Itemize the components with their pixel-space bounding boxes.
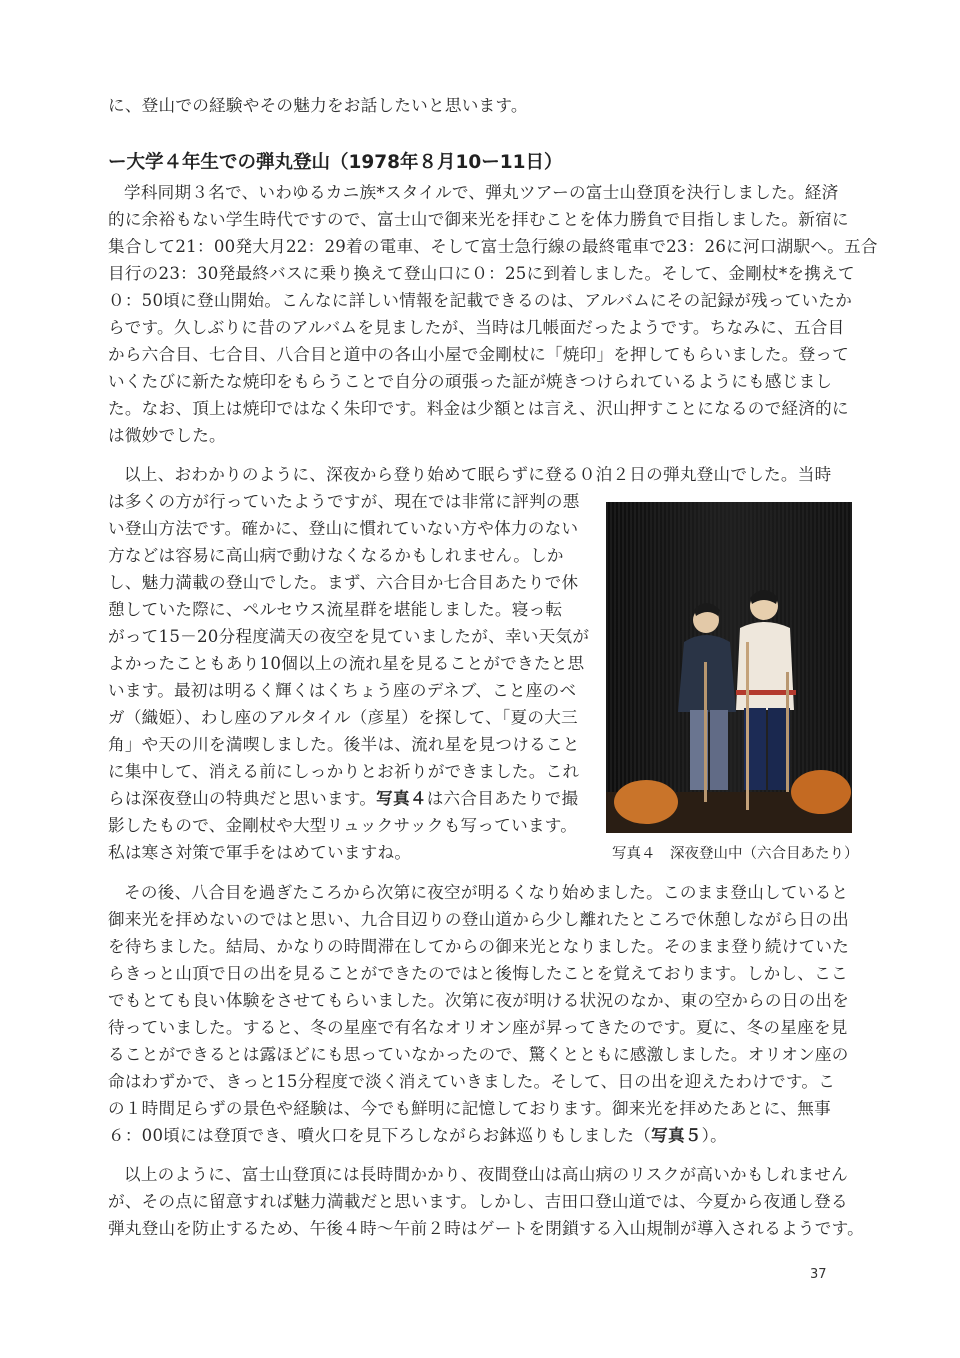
text-line: ガ（織姫）、わし座のアルタイル（彦星）を探して、「夏の大三 xyxy=(108,708,578,727)
text-line xyxy=(108,786,582,813)
text-line: し、魅力満載の登山でした。まず、六合目か七合目あたりで休 xyxy=(108,573,579,592)
text-line: が、その点に留意すれば魅力満載だと思います。しかし、吉田口登山道では、今夏から夜通し登る xyxy=(108,1192,848,1211)
text-line: ０：50頃に登山開始。こんなに詳しい情報を記載できるのは、アルバムにその記録が残っていたか xyxy=(108,291,853,310)
text-line: 集合して21：00発大月22：29着の電車、そして富士急行線の最終電車で23：26に河口湖駅へ。五合 xyxy=(108,237,878,256)
text-line: 以上、おわかりのように、深夜から登り始めて眠らずに登る０泊２日の弾丸登山でした。当時 xyxy=(124,465,832,484)
page-number: 37 xyxy=(810,1267,827,1282)
text-line: を待ちました。結局、かなりの時間滞在してからの御来光となりました。そのまま登り続けていた xyxy=(108,937,850,956)
text-line: でもとても良い体験をさせてもらいました。次第に夜が明ける状況のなか、東の空からの日の出を xyxy=(108,991,850,1010)
section-heading: ー大学４年生での弾丸登山（1978年８月10ー11日） xyxy=(108,152,563,173)
text-line: に集中して、消える前にしっかりとお祈りができました。これ xyxy=(108,762,580,781)
text-line: がって15－20分程度満天の夜空を見ていましたが、幸い天気が xyxy=(108,627,590,646)
text-span: ６：00頃には登頂でき、噴火口を見下ろしながらお鉢巡りもしました（ xyxy=(108,1126,652,1145)
text-line: 御来光を拝めないのではと思い、九合目辺りの登山道から少し離れたところで休憩しながら日の出 xyxy=(108,910,849,929)
intro-line: に、登山での経験やその魅力をお話したいと思います。 xyxy=(108,96,528,115)
text-line: 的に余裕もない学生時代ですので、富士山で御来光を拝むことを体力勝負で目指しました。新宿に xyxy=(108,210,849,229)
photo-two-climbers-night xyxy=(606,502,852,833)
photo4-caption: 写真４ 深夜登山中（六合目あたり） xyxy=(612,846,859,862)
text-line: から六合目、七合目、八合目と道中の各山小屋で金剛杖に「焼印」を押してもらいました。登って xyxy=(108,345,850,364)
photo-illustration xyxy=(606,502,852,833)
text-line: い登山方法です。確かに、登山に慣れていない方や体力のない xyxy=(108,519,579,538)
text-line: います。最初は明るく輝くはくちょう座のデネブ、こと座のベ xyxy=(108,681,577,700)
text-span: らは深夜登山の特典だと思います。 xyxy=(108,789,377,808)
photo4-reference: 写真４ xyxy=(376,789,427,808)
text-line: 角」や天の川を満喫しました。後半は、流れ星を見つけること xyxy=(108,735,580,754)
text-line: 以上のように、富士山登頂には長時間かかり、夜間登山は高山病のリスクが高いかもしれません xyxy=(124,1165,848,1184)
text-line: 私は寒さ対策で軍手をはめていますね。 xyxy=(108,843,412,862)
text-line: 目行の23：30発最終バスに乗り換えて登山口に０：25に到着しました。そして、金剛杖*を携えて xyxy=(108,264,855,283)
text-line: 待っていました。すると、冬の星座で有名なオリオン座が昇ってきたのです。夏に、冬の星座を見 xyxy=(108,1018,848,1037)
text-line xyxy=(108,1123,854,1150)
text-line: ることができるとは露ほどにも思っていなかったので、驚くとともに感激しました。オリオン座の xyxy=(108,1045,849,1064)
photo5-reference: 写真５ xyxy=(651,1126,702,1145)
text-line: いくたびに新たな焼印をもらうことで自分の頑張った証が焼きつけられているようにも感じまし xyxy=(108,372,833,391)
text-line: らきっと山頂で日の出を見ることができたのではと後悔したことを覚えております。しかし、ここ xyxy=(108,964,848,983)
text-line: らです。久しぶりに昔のアルバムを見ましたが、当時は几帳面だったようです。ちなみに、五合目 xyxy=(108,318,845,337)
text-line: 命はわずかで、きっと15分程度で淡く消えていきました。そして、日の出を迎えたわけです。こ xyxy=(108,1072,836,1091)
text-span: は六合目あたりで撮 xyxy=(426,789,579,808)
text-line: 学科同期３名で、いわゆるカニ族*スタイルで、弾丸ツアーの富士山登頂を決行しました。経済 xyxy=(124,183,839,202)
text-line: 弾丸登山を防止するため、午後４時～午前２時はゲートを閉鎖する入山規制が導入されるようです。 xyxy=(108,1219,864,1238)
text-line: は微妙でした。 xyxy=(108,426,226,445)
text-span: ）。 xyxy=(701,1126,728,1145)
text-line: の１時間足らずの景色や経験は、今でも鮮明に記憶しております。御来光を拝めたあとに、無事 xyxy=(108,1099,831,1118)
text-line: その後、八合目を過ぎたころから次第に夜空が明るくなり始めました。このまま登山していると xyxy=(124,883,849,902)
text-line: 方などは容易に高山病で動けなくなるかもしれません。しか xyxy=(108,546,564,565)
text-line: よかったこともあり10個以上の流れ星を見ることができたと思 xyxy=(108,654,585,673)
text-line: た。なお、頂上は焼印ではなく朱印です。料金は少額とは言え、沢山押すことになるので経済的に xyxy=(108,399,849,418)
text-line: は多くの方が行っていたようですが、現在では非常に評判の悪 xyxy=(108,492,580,511)
text-line: 影したもので、金剛杖や大型リュックサックも写っています。 xyxy=(108,816,578,835)
text-line: 憩していた際に、ペルセウス流星群を堪能しました。寝っ転 xyxy=(108,600,563,619)
